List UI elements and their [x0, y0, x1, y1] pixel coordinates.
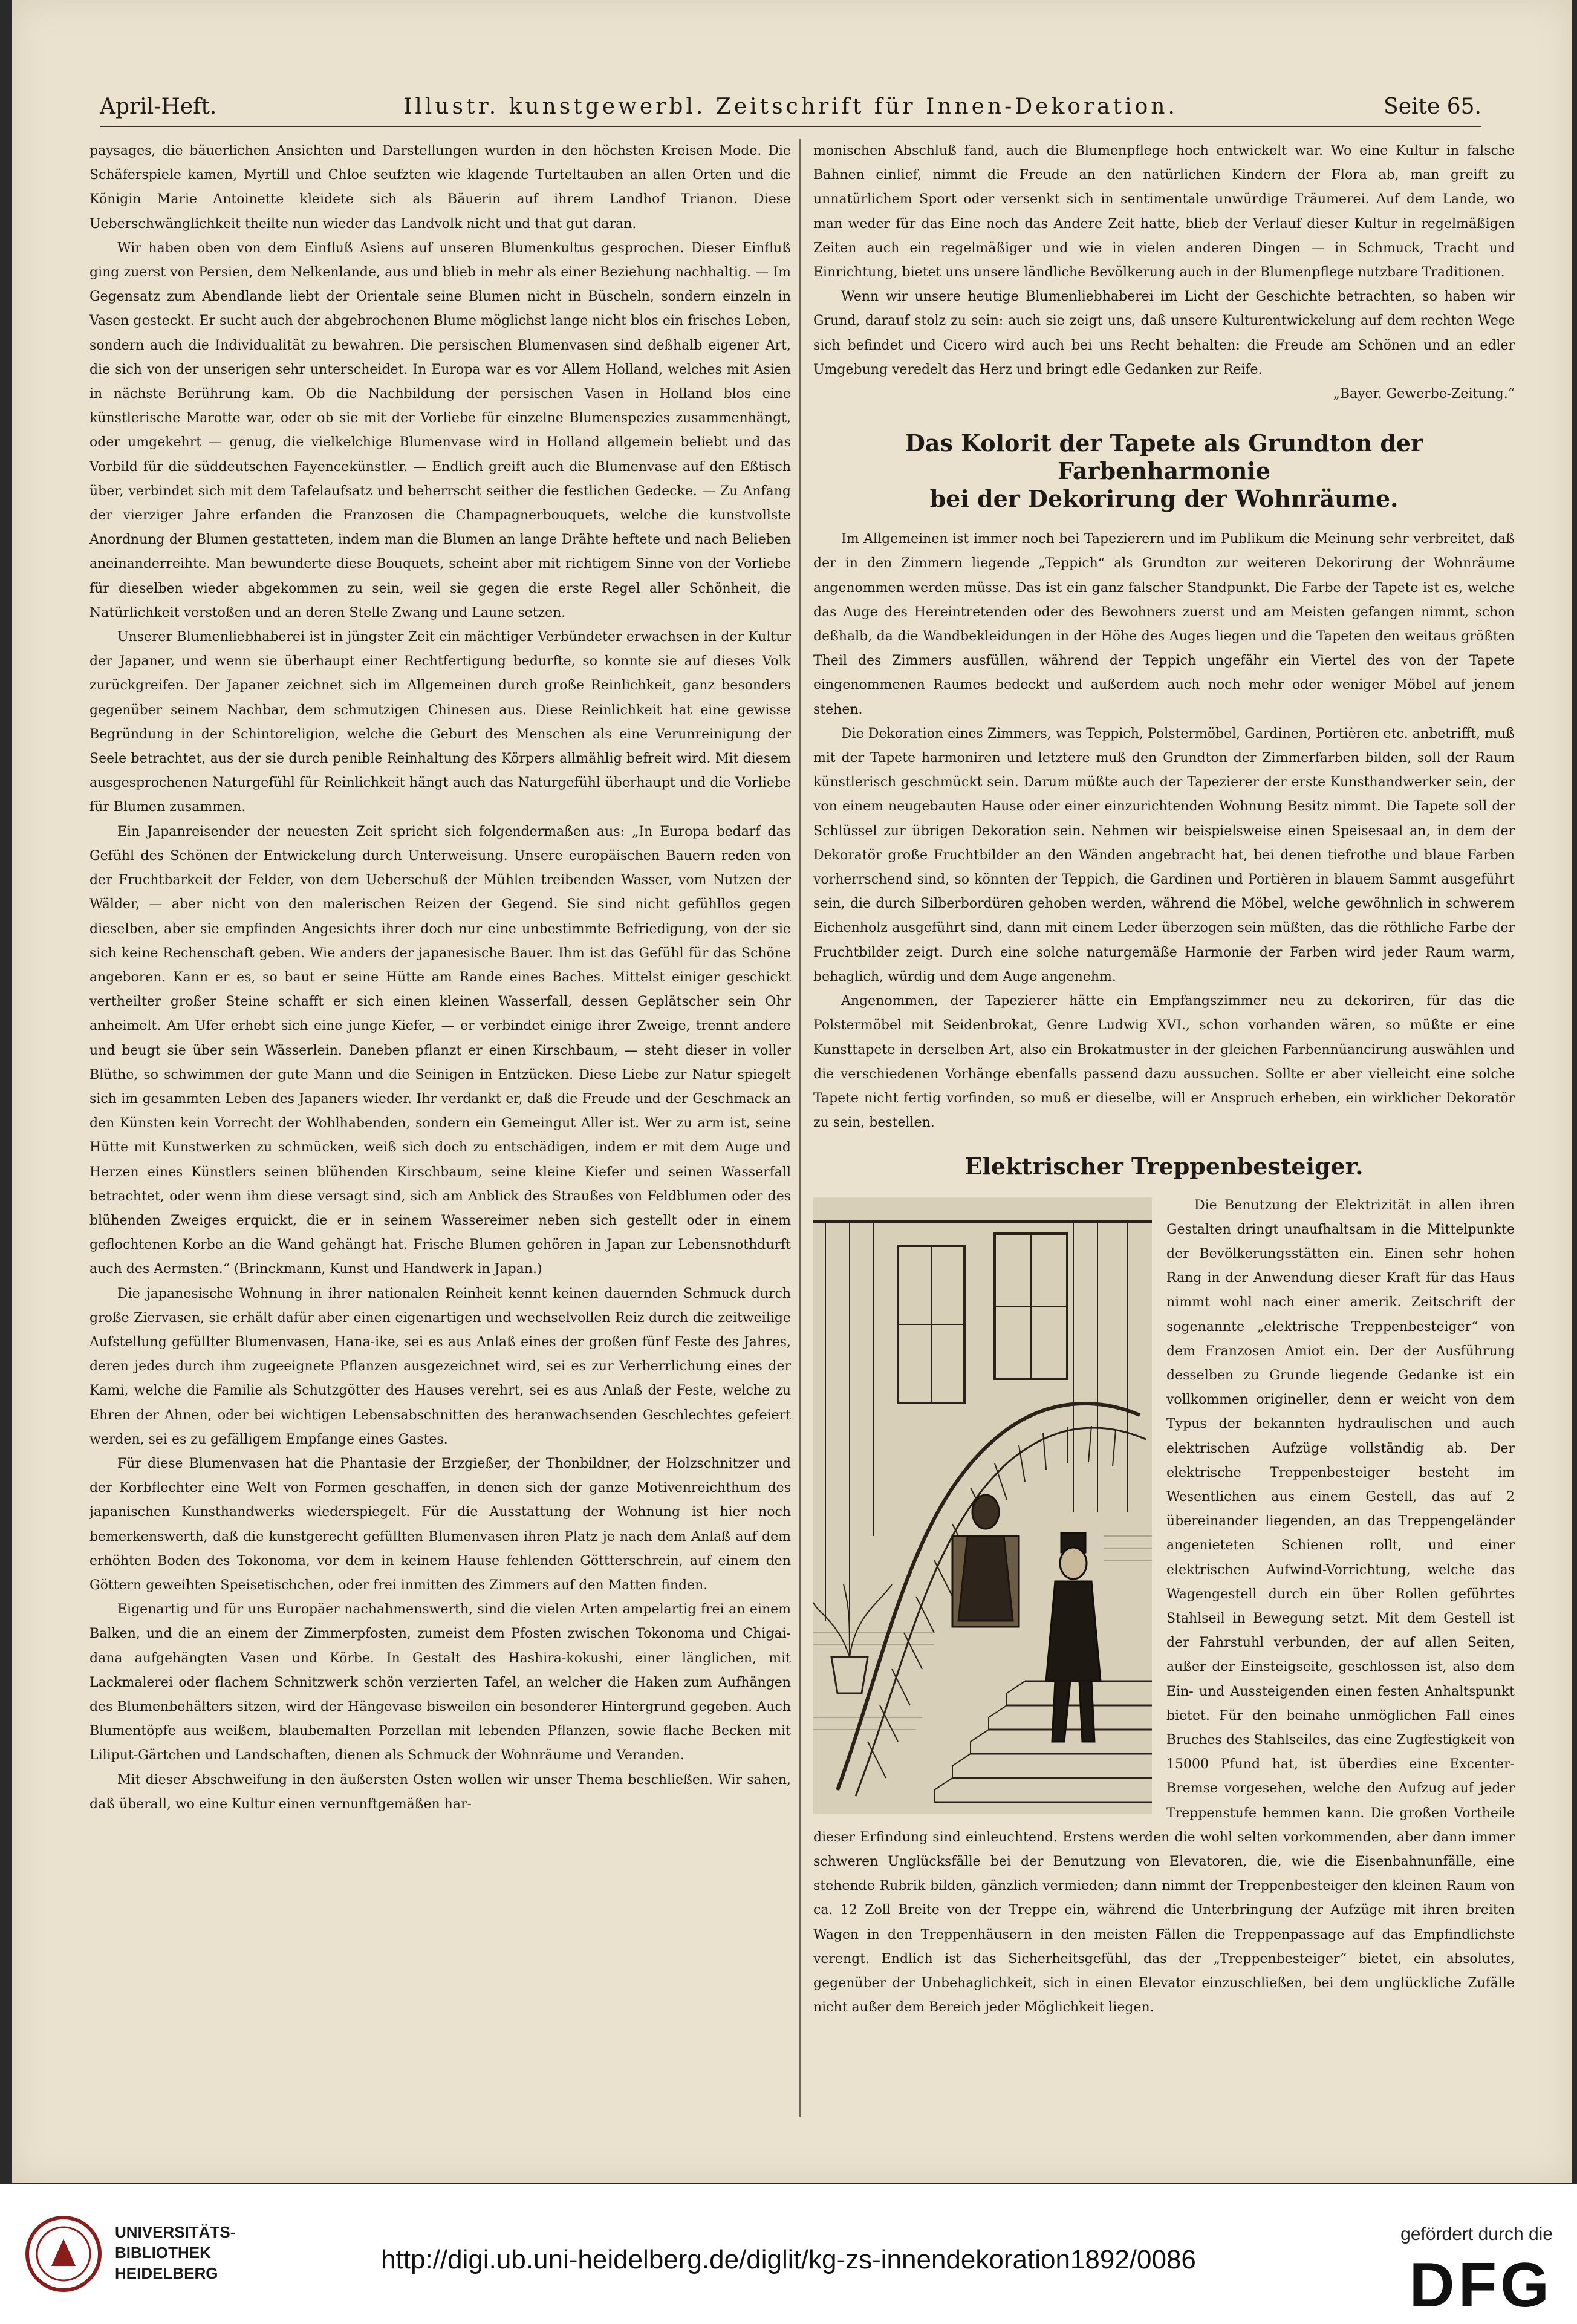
library-name-line: HEIDELBERG: [115, 2264, 218, 2282]
paragraph: Ein Japanreisender der neuesten Zeit spricht sich folgendermaßen aus: „In Europa bedarf das Gefühl des Schönen der Entwickelung durch Unterweisung. Unsere europäischen Bauern reden von der Fruchtbarkeit der Felder, von dem Ueberschuß der Mühlen treibenden Wasser, vom Nutzen der Wälder, — aber nicht von den malerischen Reizen der Gegend. Sie sind nicht gefühllos gegen dieselben, aber sie empfinden Angesichts ihrer doch nur eine unbestimmte Befriedigung, von der sie sich keine Rechenschaft geben. Wie anders der japanesische Bauer. Ihm ist das Gefühl für das Schöne angeboren. Kann er es, so baut er seine Hütte am Rande eines Baches. Mittelst einiger geschickt vertheilter großer Steine schafft er sich einen kleinen Wasserfall, dessen Geplätscher sein Ohr anheimelt. Am Ufer erhebt sich eine junge Kiefer, — er verbindet einige ihrer Zweige, trennt andere und beugt sie über sein Wässerlein. Daneben pflanzt er einen Kirschbaum, — steht dieser in voller Blüthe, so schwimmen der gute Mann und die Seinigen in Entzücken. Diese Liebe zur Natur spiegelt sich im gesammten Leben des Japaners wieder. Ihr verdankt er, daß die Freude und der Geschmack an den Künsten kein Vorrecht der Wohlhabenden, sondern ein Gemeingut Aller ist. Wer zu arm ist, seine Hütte mit Kunstwerken zu schmücken, weiß sich doch zu entschädigen, indem er mit dem Auge und Herzen eines Künstlers seinen blühenden Kirschbaum, seine kleine Kiefer und seinen Wasserfall betrachtet, oder wenn ihm diese versagt sind, sich am Anblick des Straußes von Feldblumen oder des blühenden Zweiges erquickt, die er in seinem Wassereimer neben sich gestellt oder in einem geflochtenen Korbe an die Wand gehängt hat. Frische Blumen gehören in Japan zur Lebensnothdurft auch des Aermsten.“ (Brinckmann, Kunst und Handwerk in Japan.): [89, 824, 791, 1277]
paragraph: Für diese Blumenvasen hat die Phantasie der Erzgießer, der Thonbildner, der Holzschnitzer und der Korbflechter eine Welt von Formen geschaffen, in denen sich der ganze Motivenreichthum des japanischen Kunsthandwerks wiederspiegelt. Für die Ausstattung der Wohnung ist hier noch bemerkenswerth, daß die kunstgerecht gefüllten Blumenvasen ihren Platz je nach dem Anlaß auf dem erhöhten Boden des Tokonoma, vor dem in keinem Hause fehlenden Göttterschrein, auf einem den Göttern geweihten Speisetischchen, oder frei inmitten des Zimmers auf den Matten finden.: [89, 1456, 791, 1593]
paragraph: Eigenartig und für uns Europäer nachahmenswerth, sind die vielen Arten ampelartig frei an einem Balken, und die an einem der Zimmerpfosten, zumeist dem Pfosten zwischen Tokonoma und Chigai-dana aufgehängten Vasen und Körbe. In Gestalt des Hashira-kokushi, einer länglichen, mit Lackmalerei oder flachem Schnitzwerk schön verzierten Tafel, an welcher die Haken zum Aufhängen des Blumenbehälters sitzen, wird der Hängevase bisweilen ein besonderer Hintergrund gegeben. Auch Blumentöpfe aus weißem, blaubemalten Porzellan mit lebenden Pflanzen, sowie flache Becken mit Liliput-Gärtchen und Landschaften, dienen als Schmuck der Wohnräume und Veranden.: [89, 1602, 791, 1763]
source-citation: „Bayer. Gewerbe-Zeitung.“: [1333, 386, 1515, 402]
right-column: [813, 139, 1515, 2111]
article-title-stair-lift: Elektrischer Treppenbesteiger.: [964, 1153, 1364, 1180]
issue-label: April-Heft.: [100, 94, 217, 119]
page-number: Seite 65.: [1384, 94, 1481, 119]
paragraph: Im Allgemeinen ist immer noch bei Tapezierern und im Publikum die Meinung sehr verbreitet, daß der in den Zimmern liegende „Teppich“ als Grundton zur weiteren Dekorirung der Wohnräume angenommen werden müsse. Das ist ein ganz falscher Standpunkt. Die Farbe der Tapete ist es, welche das Auge des Hereintretenden oder des Bewohners zuerst und am Meisten gefangen nimmt, schon deßhalb, da die Wandbekleidungen in der Höhe des Auges liegen und die Tapeten den weitaus größten Theil des Zimmers ausfüllen, während der Teppich ungefähr ein Viertel des von der Tapete eingenommenen Raumes bedeckt und außerdem auch noch mehr oder weniger Möbel auf jenem stehen.: [813, 532, 1515, 717]
library-name-line: BIBLIOTHEK: [115, 2244, 211, 2262]
paragraph: Die Dekoration eines Zimmers, was Teppich, Polstermöbel, Gardinen, Portièren etc. anbetrifft, muß mit der Tapete harmoniren und letztere muß den Grundton der Zimmerfarben bilden, soll der Raum künstlerisch geschmückt sein. Darum müßte auch der Tapezierer der erste Kunsthandwerker sein, der von einem neugebauten Hause oder einer einzurichtenden Wohnung Besitz nimmt. Die Tapete soll der Schlüssel zur übrigen Dekoration sein. Nehmen wir beispielsweise einen Speisesaal an, in dem der Dekoratör große Fruchtbilder an den Wänden angebracht hat, bei denen tiefrothe und blaue Farben vorherrschend sind, so könnten der Teppich, die Gardinen und Portièren in blauem Sammt ausgeführt sein, die durch Silberbordüren gehoben werden, während die Möbel, welche gewöhnlich in schwerem Eichenholz ausgeführt sind, dann mit einem Leder überzogen sein müßten, das die röthliche Farbe der Fruchtbilder zeigt. Durch eine solche naturgemäße Harmonie der Farben wird jeder Raum warm, behaglich, würdig und dem Auge angenehm.: [813, 726, 1515, 985]
journal-title: Illustr. kunstgewerbl. Zeitschrift für Innen-Dekoration.: [403, 94, 1178, 119]
paragraph: Unserer Blumenliebhaberei ist in jüngster Zeit ein mächtiger Verbündeter erwachsen in der Kultur der Japaner, und wenn sie überhaupt einer Rechtfertigung bedurfte, so konnte sie auf dieses Volk zurückgreifen. Der Japaner zeichnet sich im Allgemeinen durch große Reinlichkeit, ganz besonders gegenüber seinem Nachbar, dem schmutzigen Chinesen aus. Diese Reinlichkeit hat eine gewisse Begründung in der Schintoreligion, welche die Geburt des Menschen als eine Verunreinigung der Seele betrachtet, aus der sie durch penible Reinhaltung des Körpers allmählig befreit wird. Mit diesem ausgesprochenen Naturgefühl für Reinlichkeit hängt auch das Naturgefühl überhaupt und die Vorliebe für Blumen zusammen.: [89, 630, 791, 815]
scanned-page: [12, 0, 1572, 2183]
article-title-wallpaper: [813, 429, 1515, 513]
running-header: [100, 90, 1481, 127]
library-name-line: UNIVERSITÄTS-: [115, 2223, 236, 2241]
paragraph: paysages, die bäuerlichen Ansichten und Darstellungen wurden in den höchsten Kreisen Mode. Die Schäferspiele kamen, Myrtill und Chloe seufzten wie klagende Turteltauben an allen Orten und die Königin Marie Antoinette kleidete sich als Bäuerin auf ihrem Landhof Trianon. Diese Ueberschwänglichkeit theilte nun wieder das Landvolk nicht und that gut daran.: [89, 143, 791, 232]
stair-lift-engraving: [813, 1197, 1152, 1814]
dfg-logo: DFG: [1409, 2250, 1553, 2320]
article-title-line: bei der Dekorirung der Wohnräume.: [929, 485, 1399, 513]
column-divider: [799, 139, 801, 2117]
digitization-footer: [0, 2184, 1577, 2324]
paragraph: Die japanesische Wohnung in ihrer nationalen Reinheit kennt keinen dauernden Schmuck durch große Ziervasen, sie erhält dafür aber einen eigenartigen und wechselvollen Reiz durch die zeitweilige Aufstellung gefüllter Blumenvasen, Hana-ike, sei es aus Anlaß eines der großen fünf Feste des Jahres, deren jedes durch ihm zugeeignete Pflanzen ausgezeichnet wird, sei es zur Verherrlichung eines der Kami, welche die Familie als Schutzgötter des Hauses verehrt, sei es aus Anlaß der Feste, welche zu Ehren der Ahnen, oder bei wichtigen Lebensabschnitten des heranwachsenden Geschlechtes gefeiert werden, sei es zu gefälligem Empfange eines Gastes.: [89, 1286, 791, 1447]
paragraph: monischen Abschluß fand, auch die Blumenpflege hoch entwickelt war. Wo eine Kultur in falsche Bahnen einlief, nimmt die Freude an den natürlichen Kindern der Flora ab, man greift zu unnatürlichem Sport oder versenkt sich in sentimentale unwürdige Träumerei. Auf dem Lande, wo man weder für das Eine noch das Andere Zeit hatte, blieb der Verlauf dieser Kultur in regelmäßigen Zeiten auch ein regelmäßiger und wie in vielen anderen Dingen — in Schmuck, Tracht und Einrichtung, bietet uns unsere ländliche Bevölkerung auch in der Blumenpflege nutzbare Traditionen.: [813, 143, 1515, 281]
engraving-illustration: [813, 1197, 1152, 1814]
source-url-link[interactable]: http://digi.ub.uni-heidelberg.de/diglit/kg-zs-innendekoration1892/0086: [381, 2245, 1196, 2274]
paragraph: Mit dieser Abschweifung in den äußersten Osten wollen wir unser Thema beschließen. Wir sahen, daß überall, wo eine Kultur einen vernunftgemäßen har-: [89, 1772, 791, 1812]
article-title-line: Das Kolorit der Tapete als Grundton der Farbenharmonie: [905, 429, 1423, 485]
left-column: [89, 139, 791, 2111]
paragraph: Wenn wir unsere heutige Blumenliebhaberei im Licht der Geschichte betrachten, so haben wir Grund, darauf stolz zu sein: auch sie zeigt uns, daß unsere Kulturentwickelung auf dem rechten Wege sich befindet und Cicero wird auch bei uns Recht behalten: die Freude am Schönen und an edler Umgebung veredelt das Herz und bringt edle Gedanken zur Reife.: [813, 289, 1515, 377]
paragraph: Wir haben oben von dem Einfluß Asiens auf unseren Blumenkultus gesprochen. Dieser Einfluß ging zuerst von Persien, dem Nelkenlande, aus und blieb in mehr als einer Beziehung nachhaltig. — Im Gegensatz zum Abendlande liebt der Orientale seine Blumen nicht in Büscheln, sondern einzeln in Vasen gesteckt. Er sucht auch der abgebrochenen Blume möglichst lange nicht blos ein frisches Leben, sondern auch die Individualität zu bewahren. Die persischen Blumenvasen sind deßhalb eigener Art, die sich von der unserigen sehr unterscheidet. In Europa war es vor Allem Holland, welches mit Asien in nächste Berührung kam. Ob die Nachbildung der persischen Vasen in Holland blos eine künstlerische Marotte war, oder ob sie mit der Vorliebe für einzelne Blumenspezies zusammenhängt, oder umgekehrt — genug, die vielkelchige Blumenvase wird in Holland allgemein beliebt und das Vorbild für die süddeutschen Fayencekünstler. — Endlich greift auch die Blumenvase auf den Eßtisch über, verbindet sich mit dem Tafelaufsatz und beherrscht seither die festlichen Gedecke. — Zu Anfang der vierziger Jahre erfanden die Franzosen die Champagnerbouquets, welche die kunstvollste Anordnung der Blumen gestatteten, indem man die Blumen an lange Drähte heftete und nach Belieben aneinanderreihte. Man bewunderte diese Bouquets, scheint aber mit richtigem Sinne von der Vorliebe für dieselben wieder abgekommen zu sein, weil sie gegen die erste Regel aller Schönheit, die Natürlichkeit verstoßen und an deren Stelle Zwang und Laune setzen.: [89, 240, 791, 620]
funding-note: gefördert durch die: [1400, 2224, 1553, 2244]
paragraph: Angenommen, der Tapezierer hätte ein Empfangszimmer neu zu dekoriren, für das die Polstermöbel mit Seidenbrokat, Genre Ludwig XVI., schon vorhanden wären, so müßte er eine Kunsttapete in derselben Art, also ein Brokatmuster in der gleichen Farbennüancirung auswählen und die verschiedenen Vorhänge ebenfalls passend dazu aussuchen. Sollte er aber vielleicht eine solche Tapete nicht fertig vorfinden, so muß er dieselbe, will er Anspruch erheben, ein wirklicher Dekoratör zu sein, bestellen.: [813, 994, 1515, 1131]
paragraph: Die Benutzung der Elektrizität in allen ihren Gestalten dringt unaufhaltsam in die Mittelpunkte der Bevölkerungsstätten ein. Einen sehr hohen Rang in der Anwendung dieser Kraft für das Haus nimmt wohl nach einer amerik. Zeitschrift der sogenannte „elektrische Treppenbesteiger“ von dem Franzosen Amiot ein. Der der Ausführung desselben zu Grunde liegende Gedanke ist ein vollkommen origineller, denn er weicht von dem Typus der bekannten hydraulischen und auch elektrischen Aufzüge vollständig ab. Der elektrische Treppenbesteiger besteht im Wesentlichen aus einem Gestell, das auf 2 übereinander liegenden, an das Treppengeländer angenieteten Schienen rollt, und einer elektrischen Aufwind-Vorrichtung, welche das Wagengestell durch ein über Rollen geführtes Stahlseil in Bewegung setzt. Mit dem Gestell ist der Fahrstuhl verbunden, der auf allen Seiten, außer der Einsteigseite, geschlossen ist, also dem Ein- und Aussteigenden einen festen Anhaltspunkt bietet. Für den beinahe unmöglichen Fall eines Bruches des Stahlseiles, das eine Zugfestigkeit von 15000 Pfund hat, ist überdies eine Excenter-Bremse vorgesehen, welche den Aufzug auf jeder Treppenstufe hemmen kann. Die großen Vortheile dieser Erfindung sind einleuchtend. Erstens werden die wohl selten vorkommenden, aber dann immer schweren Unglücksfälle bei der Benutzung von Elevatoren, die, wie die Eisenbahnunfälle, eine stehende Rubrik bilden, gänzlich vermieden; dann nimmt der Treppenbesteiger den kleinen Raum von ca. 12 Zoll Breite von der Treppe ein, während die Unterbringung der Aufzüge mit ihren breiten Wagen in den Treppenhäusern in den meisten Fällen die Treppenpassage auf das Empfindlichste verengt. Endlich ist das Sicherheitsgefühl, das der „Treppenbesteiger“ bietet, ein absolutes, gegenüber der Unbehaglichkeit, sich in einen Elevator einzuschließen, bei dem unglückliche Zufälle nicht außer dem Bereich jeder Möglichkeit liegen.: [813, 1197, 1515, 2016]
